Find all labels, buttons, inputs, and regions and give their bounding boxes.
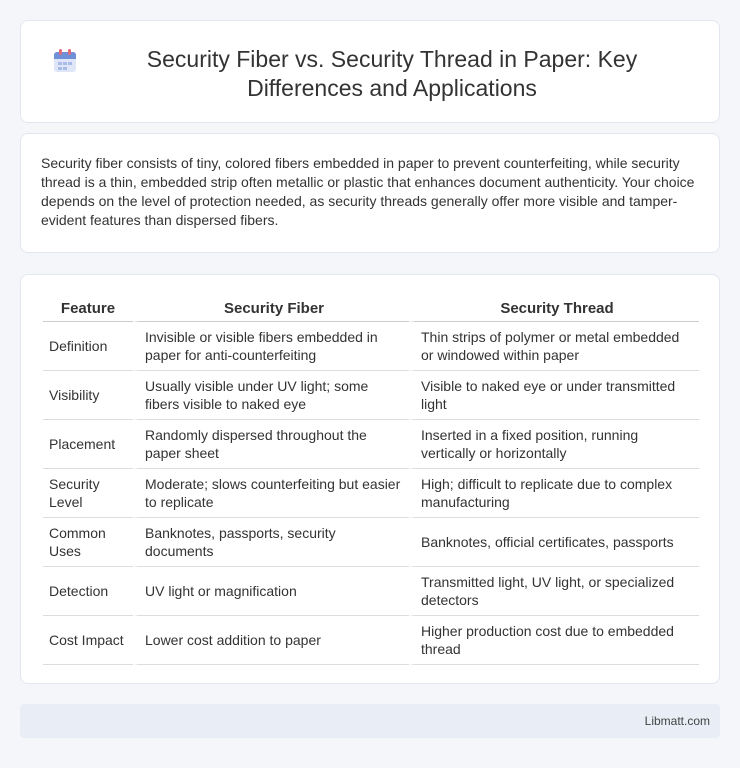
page-title: Security Fiber vs. Security Thread in Paper: Key Differences and Applications — [146, 46, 638, 101]
intro-card — [20, 133, 720, 253]
row-feature: Cost Impact — [43, 616, 133, 665]
table-row — [43, 616, 699, 665]
row-fiber: Invisible or visible fibers embedded in paper for anti-counterfeiting — [133, 322, 409, 371]
row-thread: High; difficult to replicate due to complex manufacturing — [409, 469, 699, 518]
header-security-fiber: Security Fiber — [133, 295, 409, 322]
footer-bar — [20, 704, 720, 738]
row-feature: Visibility — [43, 371, 133, 420]
title-card — [20, 20, 720, 123]
row-thread: Thin strips of polymer or metal embedded or windowed within paper — [409, 322, 699, 371]
comparison-table — [43, 295, 699, 665]
row-fiber: Moderate; slows counterfeiting but easier to replicate — [133, 469, 409, 518]
row-fiber: Usually visible under UV light; some fibers visible to naked eye — [133, 371, 409, 420]
table-row — [43, 371, 699, 420]
intro-paragraph: Security fiber consists of tiny, colored fibers embedded in paper to prevent counterfeiting, while security thread is a thin, embedded strip often metallic or plastic that enhances document authenticity. Your choice depends on the level of protection needed, as security threads generally offer more visible and tamper-evident features than dispersed fibers. — [41, 155, 695, 228]
row-thread: Visible to naked eye or under transmitted light — [409, 371, 699, 420]
calendar-icon — [51, 47, 79, 75]
table-row — [43, 420, 699, 469]
title-row — [21, 21, 719, 103]
row-thread: Transmitted light, UV light, or specialized detectors — [409, 567, 699, 616]
footer-brand: Libmatt.com — [644, 714, 710, 728]
row-feature: Definition — [43, 322, 133, 371]
header-security-thread: Security Thread — [409, 295, 699, 322]
table-row — [43, 567, 699, 616]
row-fiber: UV light or magnification — [133, 567, 409, 616]
table-row — [43, 322, 699, 371]
row-thread: Inserted in a fixed position, running vertically or horizontally — [409, 420, 699, 469]
table-header-row — [43, 295, 699, 322]
row-thread: Higher production cost due to embedded thread — [409, 616, 699, 665]
row-fiber: Randomly dispersed throughout the paper sheet — [133, 420, 409, 469]
row-fiber: Banknotes, passports, security documents — [133, 518, 409, 567]
row-thread: Banknotes, official certificates, passports — [409, 518, 699, 567]
row-fiber: Lower cost addition to paper — [133, 616, 409, 665]
row-feature: Common Uses — [43, 518, 133, 567]
header-feature: Feature — [43, 295, 133, 322]
row-feature: Placement — [43, 420, 133, 469]
comparison-card — [20, 274, 720, 684]
table-row — [43, 518, 699, 567]
row-feature: Security Level — [43, 469, 133, 518]
table-row — [43, 469, 699, 518]
row-feature: Detection — [43, 567, 133, 616]
